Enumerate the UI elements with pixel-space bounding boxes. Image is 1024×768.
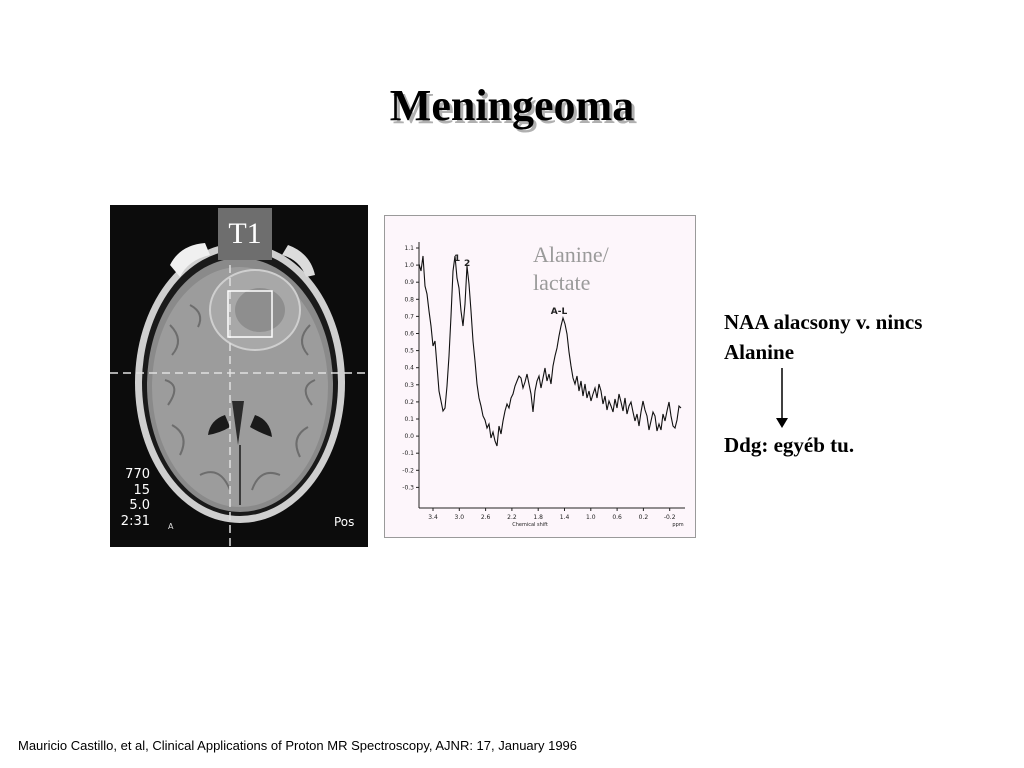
x-tick-label: 1.4 xyxy=(559,514,570,521)
x-tick-label: 1.8 xyxy=(533,514,543,521)
position-label: Pos xyxy=(334,515,355,529)
x-tick-label: 2.6 xyxy=(480,514,491,521)
orientation-marker: A xyxy=(168,522,174,531)
peak-label: 1 xyxy=(454,254,461,264)
y-tick-label: 0.8 xyxy=(404,296,414,304)
annotation-line: Alanine/ xyxy=(533,242,609,267)
annotation-line: lactate xyxy=(533,270,591,295)
x-axis-label: Chemical shift xyxy=(512,522,548,528)
x-tick-label: 0.6 xyxy=(612,514,622,521)
x-tick-label: 1.0 xyxy=(586,514,596,521)
mri-axial-image xyxy=(110,205,368,547)
y-tick-label: 0.6 xyxy=(404,330,414,338)
x-tick-label: 0.2 xyxy=(638,514,649,521)
y-tick-label: 0.2 xyxy=(404,398,414,406)
y-tick-label: 0.5 xyxy=(404,347,414,355)
peak-label: 2 xyxy=(464,259,471,269)
t1-sequence-label: T1 xyxy=(218,208,272,260)
mri-parameters xyxy=(118,467,150,529)
mr-spectrum-figure xyxy=(384,215,696,538)
alanine-lactate-annotation xyxy=(533,241,609,297)
mri-param: 2:31 xyxy=(120,513,150,529)
x-tick-label: 3.0 xyxy=(454,514,465,521)
y-tick-label: 0.1 xyxy=(404,416,414,423)
x-axis-unit: ppm xyxy=(672,522,684,528)
y-tick-label: 1.0 xyxy=(404,262,414,270)
x-tick-label: 2.2 xyxy=(507,514,517,521)
y-tick-label: 0.3 xyxy=(404,381,414,389)
mri-param: 5.0 xyxy=(129,498,150,513)
note-conclusion: Ddg: egyéb tu. xyxy=(724,433,855,457)
y-tick-label: -0.1 xyxy=(402,450,414,458)
peak-label: A-L xyxy=(550,307,568,317)
y-tick-label: -0.2 xyxy=(402,467,414,475)
y-tick-label: 1.1 xyxy=(404,245,414,252)
slide-title: Meningeoma xyxy=(389,81,635,130)
y-tick-label: 0.0 xyxy=(404,433,414,441)
x-tick-label: -0.2 xyxy=(663,514,676,521)
y-tick-label: 0.9 xyxy=(404,279,414,287)
mri-param: 770 xyxy=(125,467,150,482)
mri-param: 15 xyxy=(133,482,150,498)
note-alanine: Alanine xyxy=(724,340,795,364)
y-tick-label: -0.3 xyxy=(402,484,414,492)
y-tick-label: 0.4 xyxy=(404,364,414,372)
note-naa: NAA alacsony v. nincs xyxy=(724,310,923,334)
citation-footer: Mauricio Castillo, et al, Clinical Applications of Proton MR Spectroscopy, AJNR: 17, January 1996 xyxy=(18,738,578,753)
x-tick-label: 3.4 xyxy=(428,514,438,521)
y-tick-label: 0.7 xyxy=(404,313,414,321)
down-arrow-icon xyxy=(772,368,792,430)
